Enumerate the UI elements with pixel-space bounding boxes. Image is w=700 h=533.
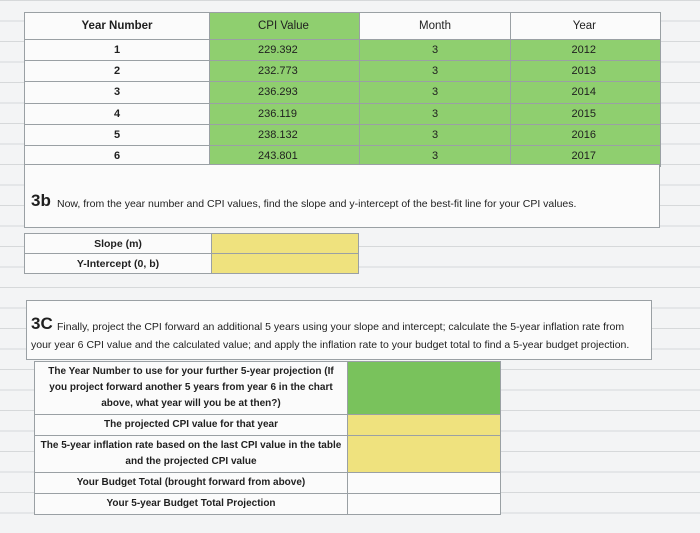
table-row bbox=[25, 61, 661, 82]
y-intercept-input-cell[interactable] bbox=[212, 254, 359, 274]
inflation-rate-input-cell[interactable] bbox=[348, 436, 501, 473]
header-cpi-value: CPI Value bbox=[210, 13, 360, 40]
projected-cpi-input-cell[interactable] bbox=[348, 415, 501, 436]
cell-month[interactable]: 3 bbox=[360, 61, 511, 82]
slope-intercept-table bbox=[24, 233, 359, 274]
table-row bbox=[25, 82, 661, 103]
table-row bbox=[25, 40, 661, 61]
projection-table bbox=[34, 361, 501, 515]
table-row bbox=[35, 473, 501, 494]
table-row bbox=[25, 124, 661, 145]
cell-cpi-value[interactable]: 232.773 bbox=[210, 61, 360, 82]
section-3b-text: Now, from the year number and CPI values, find the slope and y-intercept of the best-fit line for your CPI values. bbox=[57, 198, 577, 210]
projected-cpi-label: The projected CPI value for that year bbox=[35, 415, 348, 436]
table-row bbox=[35, 494, 501, 515]
cell-year[interactable]: 2014 bbox=[511, 82, 661, 103]
cell-year[interactable]: 2012 bbox=[511, 40, 661, 61]
budget-projection-label: Your 5-year Budget Total Projection bbox=[35, 494, 348, 515]
section-3b-number: 3b bbox=[31, 191, 51, 210]
table-row bbox=[35, 436, 501, 473]
projection-year-input-cell[interactable] bbox=[348, 362, 501, 415]
cell-year-number[interactable]: 2 bbox=[25, 61, 210, 82]
section-3c-line1: Finally, project the CPI forward an additional 5 years using your slope and intercept; calculate the 5-year inflation rate from bbox=[57, 321, 625, 333]
section-3c-number: 3C bbox=[31, 314, 53, 333]
instruction-3c-box bbox=[26, 300, 652, 360]
cell-year[interactable]: 2016 bbox=[511, 124, 661, 145]
cell-year-number[interactable]: 3 bbox=[25, 82, 210, 103]
cell-cpi-value[interactable]: 238.132 bbox=[210, 124, 360, 145]
cell-month[interactable]: 3 bbox=[360, 82, 511, 103]
cell-year-number[interactable]: 1 bbox=[25, 40, 210, 61]
cell-year-number[interactable]: 5 bbox=[25, 124, 210, 145]
cell-month[interactable]: 3 bbox=[360, 103, 511, 124]
cell-year-number[interactable]: 4 bbox=[25, 103, 210, 124]
table-row bbox=[25, 103, 661, 124]
section-3c-line2: your year 6 CPI value and the calculated value; and apply the inflation rate to your budget total to find a 5-year budget projection. bbox=[31, 339, 630, 351]
cell-month[interactable]: 3 bbox=[360, 145, 511, 166]
slope-label: Slope (m) bbox=[25, 234, 212, 254]
cpi-table-header-row bbox=[25, 13, 661, 40]
cell-cpi-value[interactable]: 236.293 bbox=[210, 82, 360, 103]
budget-projection-input-cell[interactable] bbox=[348, 494, 501, 515]
table-row bbox=[35, 415, 501, 436]
header-year: Year bbox=[511, 13, 661, 40]
slope-input-cell[interactable] bbox=[212, 234, 359, 254]
projection-year-label: The Year Number to use for your further 5-year projection (If you project forward another 5 years from year 6 in the chart above, what year will you be at then?) bbox=[35, 362, 348, 415]
cpi-table bbox=[24, 12, 661, 167]
table-row bbox=[25, 234, 359, 254]
y-intercept-label: Y-Intercept (0, b) bbox=[25, 254, 212, 274]
cell-year[interactable]: 2017 bbox=[511, 145, 661, 166]
table-row bbox=[25, 254, 359, 274]
cell-year[interactable]: 2015 bbox=[511, 103, 661, 124]
inflation-rate-label: The 5-year inflation rate based on the last CPI value in the table and the projected CPI value bbox=[35, 436, 348, 473]
table-row bbox=[35, 362, 501, 415]
cell-cpi-value[interactable]: 236.119 bbox=[210, 103, 360, 124]
cell-month[interactable]: 3 bbox=[360, 124, 511, 145]
budget-total-label: Your Budget Total (brought forward from above) bbox=[35, 473, 348, 494]
cell-cpi-value[interactable]: 229.392 bbox=[210, 40, 360, 61]
cell-month[interactable]: 3 bbox=[360, 40, 511, 61]
header-month: Month bbox=[360, 13, 511, 40]
header-year-number: Year Number bbox=[25, 13, 210, 40]
budget-total-input-cell[interactable] bbox=[348, 473, 501, 494]
cell-cpi-value[interactable]: 243.801 bbox=[210, 145, 360, 166]
cell-year[interactable]: 2013 bbox=[511, 61, 661, 82]
instruction-3b-box bbox=[24, 164, 660, 228]
cell-year-number[interactable]: 6 bbox=[25, 145, 210, 166]
